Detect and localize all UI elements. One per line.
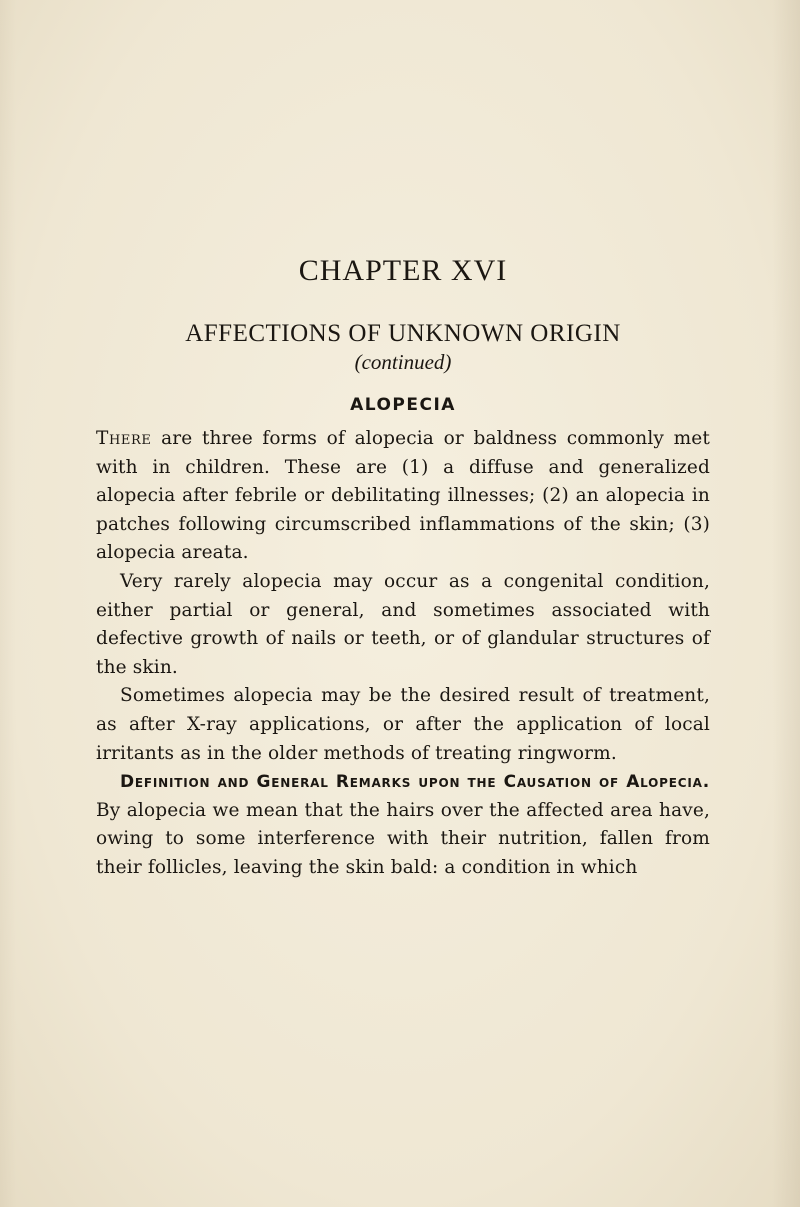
- paragraph-text: Sometimes alopecia may be the desired result of treatment, as after X-ray applications, or after the application of local irritants as in the older methods of treating ringworm.: [96, 685, 710, 764]
- paragraph-text: By alopecia we mean that the hairs over the affected area have, owing to some interference with their nutrition, fallen from their follicles, leaving the skin bald: a condition in which: [96, 799, 710, 878]
- paragraph-text: Very rarely alopecia may occur as a congenital condition, either partial or general, and sometimes associated with defective growth of nails or teeth, or of glandular structures of the skin.: [96, 570, 710, 678]
- paragraph-forms-of-alopecia: [96, 425, 710, 568]
- paragraph-treatment-result: [96, 682, 710, 768]
- page-left-edge: [0, 0, 16, 1207]
- paragraph-definition: [96, 768, 710, 882]
- section-title: AFFECTIONS OF UNKNOWN ORIGIN: [185, 320, 621, 347]
- paragraph-congenital: [96, 568, 710, 682]
- page-right-edge: [772, 0, 800, 1207]
- page-content: [96, 254, 710, 883]
- paragraph-text: are three forms of alopecia or baldness commonly met with in children. These are (1) a diffuse and generalized alopecia after febrile or debilitating illnesses; (2) an alopecia in patches following circumscribed inflammations of the skin; (3) alopecia areata.: [96, 428, 710, 564]
- chapter-title: CHAPTER XVI: [298, 254, 508, 287]
- paragraph-lead-word: There: [96, 428, 152, 449]
- section-continued-note: (continued): [354, 350, 452, 374]
- paragraph-run-in-heading: Definition and General Remarks upon the Causation of Alopecia.: [120, 772, 710, 793]
- subsection-title: ALOPECIA: [350, 395, 456, 415]
